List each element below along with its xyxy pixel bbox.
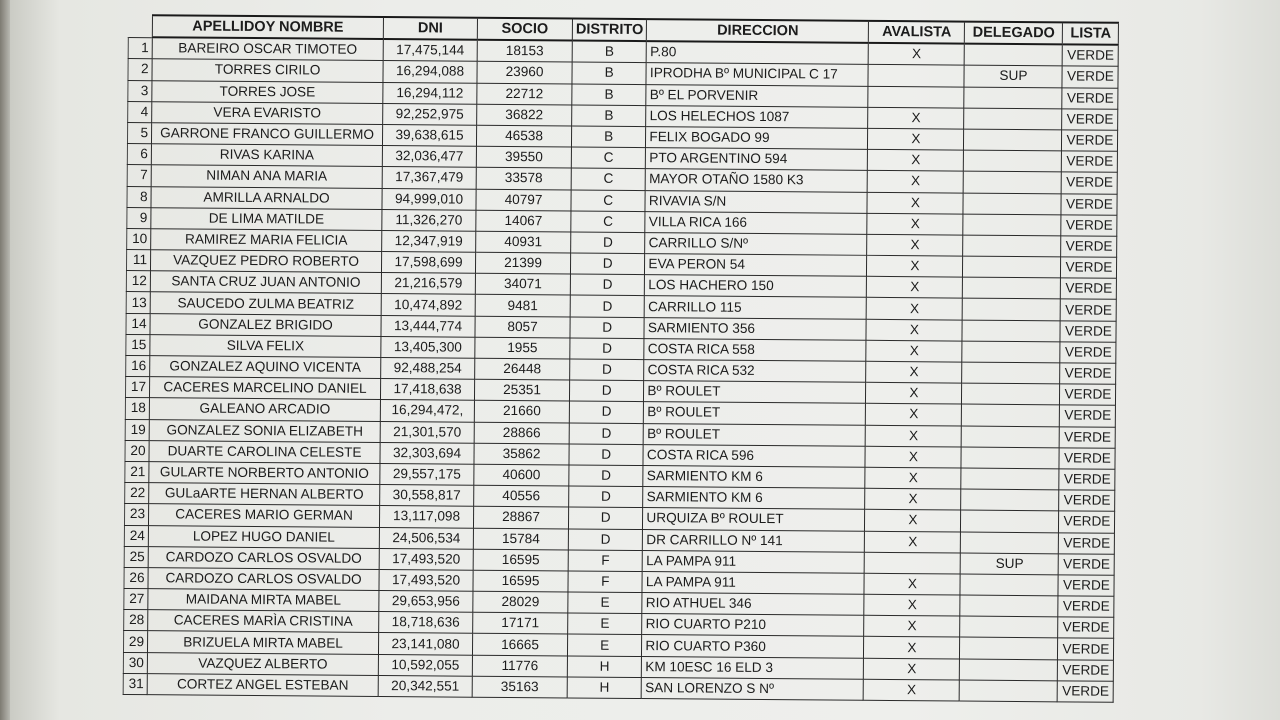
- member-direccion: Bº ROULET: [644, 381, 866, 404]
- row-number: 27: [124, 589, 148, 610]
- member-name: RAMIREZ MARIA FELICIA: [151, 229, 382, 252]
- member-avalista: X: [868, 149, 964, 171]
- member-lista: VERDE: [1062, 87, 1118, 109]
- member-lista: VERDE: [1060, 426, 1116, 448]
- member-dni: 13,444,774: [381, 315, 475, 337]
- member-name: CACERES MARÌA CRISTINA: [148, 610, 379, 633]
- member-dni: 20,342,551: [378, 675, 472, 697]
- header-lista: LISTA: [1063, 22, 1119, 45]
- member-distrito: E: [568, 613, 643, 635]
- member-dni: 10,592,055: [378, 654, 472, 676]
- member-name: RIVAS KARINA: [151, 144, 382, 167]
- member-roster-table: [123, 14, 1120, 703]
- member-delegado: [961, 468, 1059, 490]
- member-avalista: X: [867, 234, 963, 256]
- member-direccion: P.80: [647, 41, 869, 64]
- member-avalista: X: [864, 594, 960, 616]
- member-distrito: D: [570, 338, 645, 360]
- member-dni: 16,294,472,: [380, 400, 474, 422]
- member-delegado: [960, 637, 1058, 659]
- row-number: 13: [126, 292, 150, 313]
- member-distrito: D: [568, 507, 643, 529]
- member-avalista: X: [866, 361, 962, 383]
- member-name: DE LIMA MATILDE: [151, 207, 382, 230]
- member-name: CACERES MARIO GERMAN: [148, 504, 379, 527]
- member-direccion: RIO ATHUEL 346: [642, 593, 864, 616]
- member-avalista: X: [866, 425, 962, 447]
- member-avalista: X: [864, 616, 960, 638]
- member-dni: 18,718,636: [379, 612, 473, 634]
- member-direccion: MAYOR OTAÑO 1580 K3: [646, 169, 868, 192]
- member-avalista: [868, 86, 964, 108]
- member-name: CACERES MARCELINO DANIEL: [149, 377, 380, 400]
- member-lista: VERDE: [1061, 257, 1117, 279]
- member-lista: VERDE: [1061, 278, 1117, 300]
- member-dni: 17,493,520: [379, 569, 473, 591]
- member-lista: VERDE: [1060, 384, 1116, 406]
- member-lista: VERDE: [1058, 596, 1114, 618]
- member-name: VERA EVARISTO: [152, 101, 383, 124]
- member-avalista: X: [865, 531, 961, 553]
- member-lista: VERDE: [1059, 448, 1115, 470]
- member-distrito: D: [570, 295, 645, 317]
- member-delegado: [961, 510, 1059, 532]
- member-name: TORRES CIRILO: [152, 59, 383, 82]
- member-avalista: X: [864, 658, 960, 680]
- member-delegado: [961, 447, 1059, 469]
- row-number: 7: [127, 165, 151, 186]
- member-socio: 40600: [474, 464, 569, 486]
- header-distrito: DISTRITO: [572, 18, 647, 41]
- member-avalista: X: [866, 340, 962, 362]
- member-avalista: [865, 552, 961, 574]
- member-dni: 92,252,975: [383, 103, 477, 125]
- member-name: GONZALEZ SONIA ELIZABETH: [149, 419, 380, 442]
- member-distrito: C: [571, 168, 646, 190]
- member-direccion: SAN LORENZO S Nº: [642, 677, 864, 700]
- member-name: BRIZUELA MIRTA MABEL: [147, 631, 378, 654]
- member-lista: VERDE: [1062, 109, 1118, 131]
- member-socio: 40797: [476, 189, 571, 211]
- member-dni: 16,294,088: [383, 61, 477, 83]
- member-direccion: Bº EL PORVENIR: [646, 84, 868, 107]
- member-socio: 11776: [472, 655, 567, 677]
- member-dni: 30,558,817: [380, 485, 474, 507]
- header-direccion: DIRECCION: [647, 19, 869, 43]
- member-lista: VERDE: [1062, 151, 1118, 173]
- member-avalista: X: [867, 213, 963, 235]
- row-number: 16: [126, 355, 150, 376]
- member-delegado: [962, 383, 1060, 405]
- member-name: SANTA CRUZ JUAN ANTONIO: [150, 271, 381, 294]
- row-number: 29: [123, 631, 147, 652]
- member-dni: 94,999,010: [382, 188, 476, 210]
- row-number: 28: [124, 610, 148, 631]
- member-name: GULaARTE HERNAN ALBERTO: [149, 483, 380, 506]
- roster-body: [123, 37, 1119, 702]
- member-socio: 35862: [474, 443, 569, 465]
- row-number: 31: [123, 673, 147, 694]
- member-lista: VERDE: [1060, 405, 1116, 427]
- member-direccion: EVA PERON 54: [645, 254, 867, 277]
- row-number: 19: [125, 419, 149, 440]
- member-name: CARDOZO CARLOS OSVALDO: [148, 568, 379, 591]
- member-lista: VERDE: [1058, 638, 1114, 660]
- member-delegado: [962, 426, 1060, 448]
- member-dni: 32,036,477: [382, 146, 476, 168]
- row-number: 5: [127, 122, 151, 143]
- member-socio: 40556: [474, 485, 569, 507]
- member-direccion: FELIX BOGADO 99: [646, 127, 868, 150]
- member-distrito: D: [571, 232, 646, 254]
- member-socio: 16665: [472, 634, 567, 656]
- member-socio: 36822: [477, 104, 572, 126]
- member-direccion: DR CARRILLO Nº 141: [643, 529, 865, 552]
- row-number: 26: [124, 567, 148, 588]
- row-number: 9: [127, 207, 151, 228]
- member-name: AMRILLA ARNALDO: [151, 186, 382, 209]
- member-delegado: [961, 489, 1059, 511]
- member-socio: 15784: [473, 528, 568, 550]
- member-socio: 18153: [477, 40, 572, 62]
- member-delegado: [963, 277, 1061, 299]
- member-dni: 13,405,300: [381, 336, 475, 358]
- member-distrito: B: [571, 126, 646, 148]
- member-direccion: LA PAMPA 911: [643, 550, 865, 573]
- member-dni: 39,638,615: [382, 124, 476, 146]
- row-number: 3: [128, 80, 152, 101]
- member-avalista: X: [866, 404, 962, 426]
- member-delegado: [962, 320, 1060, 342]
- member-distrito: B: [572, 41, 647, 63]
- member-avalista: X: [868, 128, 964, 150]
- member-name: DUARTE CAROLINA CELESTE: [149, 440, 380, 463]
- member-lista: VERDE: [1058, 575, 1114, 597]
- member-lista: VERDE: [1060, 320, 1116, 342]
- member-distrito: D: [569, 486, 644, 508]
- member-avalista: X: [864, 679, 960, 701]
- member-distrito: D: [570, 317, 645, 339]
- member-name: VAZQUEZ ALBERTO: [147, 652, 378, 675]
- member-direccion: LOS HACHERO 150: [645, 275, 867, 298]
- row-number: 17: [125, 377, 149, 398]
- member-socio: 26448: [475, 358, 570, 380]
- member-lista: VERDE: [1060, 342, 1116, 364]
- member-lista: VERDE: [1061, 236, 1117, 258]
- member-distrito: E: [568, 592, 643, 614]
- member-distrito: C: [571, 189, 646, 211]
- member-name: GONZALEZ AQUINO VICENTA: [150, 356, 381, 379]
- member-lista: VERDE: [1062, 130, 1118, 152]
- member-dni: 29,653,956: [379, 591, 473, 613]
- member-delegado: [964, 129, 1062, 151]
- member-dni: 24,506,534: [379, 527, 473, 549]
- member-direccion: PTO ARGENTINO 594: [646, 148, 868, 171]
- member-socio: 28867: [473, 507, 568, 529]
- row-number: 6: [127, 144, 151, 165]
- member-avalista: X: [868, 107, 964, 129]
- member-delegado: [960, 574, 1058, 596]
- member-distrito: H: [567, 677, 642, 699]
- member-delegado: [961, 532, 1059, 554]
- member-lista: VERDE: [1061, 193, 1117, 215]
- row-number: 20: [125, 440, 149, 461]
- member-dni: 17,475,144: [383, 39, 477, 61]
- member-delegado: [960, 680, 1058, 702]
- member-name: NIMAN ANA MARIA: [151, 165, 382, 188]
- header-socio: SOCIO: [477, 18, 572, 41]
- member-delegado: [960, 616, 1058, 638]
- member-socio: 25351: [474, 379, 569, 401]
- member-delegado: [965, 44, 1063, 66]
- row-number: 24: [124, 525, 148, 546]
- member-socio: 33578: [476, 168, 571, 190]
- header-avalista: AVALISTA: [869, 21, 965, 44]
- member-direccion: SARMIENTO KM 6: [643, 465, 865, 488]
- row-number: 30: [123, 652, 147, 673]
- member-direccion: COSTA RICA 596: [643, 444, 865, 467]
- header-name: APELLIDOY NOMBRE: [152, 15, 383, 39]
- member-name: BAREIRO OSCAR TIMOTEO: [152, 37, 383, 61]
- member-direccion: RIVAVIA S/N: [645, 190, 867, 213]
- member-delegado: SUP: [961, 553, 1059, 575]
- member-socio: 21660: [474, 401, 569, 423]
- row-number: 23: [124, 504, 148, 525]
- member-name: MAIDANA MIRTA MABEL: [148, 589, 379, 612]
- member-delegado: [962, 404, 1060, 426]
- member-name: VAZQUEZ PEDRO ROBERTO: [150, 250, 381, 273]
- member-lista: VERDE: [1059, 490, 1115, 512]
- member-distrito: D: [569, 465, 644, 487]
- member-dni: 13,117,098: [379, 506, 473, 528]
- row-number: 12: [126, 271, 150, 292]
- member-delegado: [964, 150, 1062, 172]
- member-distrito: D: [570, 359, 645, 381]
- member-socio: 35163: [472, 676, 567, 698]
- member-dni: 11,326,270: [382, 209, 476, 231]
- member-direccion: SARMIENTO 356: [644, 317, 866, 340]
- member-direccion: COSTA RICA 532: [644, 360, 866, 383]
- member-direccion: IPRODHA Bº MUNICIPAL C 17: [646, 63, 868, 86]
- member-direccion: RIO CUARTO P360: [642, 635, 864, 658]
- member-delegado: [963, 193, 1061, 215]
- member-avalista: X: [869, 43, 965, 65]
- member-avalista: X: [864, 637, 960, 659]
- row-number: 15: [126, 334, 150, 355]
- member-delegado: [962, 362, 1060, 384]
- row-number: 25: [124, 546, 148, 567]
- row-number: 10: [127, 228, 151, 249]
- member-delegado: [963, 214, 1061, 236]
- member-delegado: [964, 108, 1062, 130]
- member-dni: 92,488,254: [381, 357, 475, 379]
- member-avalista: X: [867, 277, 963, 299]
- member-delegado: [963, 299, 1061, 321]
- member-distrito: F: [568, 550, 643, 572]
- member-avalista: X: [865, 510, 961, 532]
- member-name: GARRONE FRANCO GUILLERMO: [151, 123, 382, 146]
- member-dni: 17,493,520: [379, 548, 473, 570]
- member-avalista: X: [867, 192, 963, 214]
- member-dni: 21,216,579: [381, 273, 475, 295]
- member-name: GALEANO ARCADIO: [149, 398, 380, 421]
- member-direccion: SARMIENTO KM 6: [643, 487, 865, 510]
- row-number: 22: [125, 483, 149, 504]
- member-direccion: Bº ROULET: [644, 423, 866, 446]
- member-socio: 22712: [477, 83, 572, 105]
- member-socio: 8057: [475, 316, 570, 338]
- member-name: SAUCEDO ZULMA BEATRIZ: [150, 292, 381, 315]
- member-dni: 17,418,638: [380, 379, 474, 401]
- member-avalista: X: [867, 298, 963, 320]
- member-distrito: C: [571, 147, 646, 169]
- member-name: LOPEZ HUGO DANIEL: [148, 525, 379, 548]
- member-lista: VERDE: [1059, 532, 1115, 554]
- member-socio: 40931: [476, 231, 571, 253]
- member-lista: VERDE: [1058, 617, 1114, 639]
- member-dni: 12,347,919: [382, 230, 476, 252]
- member-name: CORTEZ ANGEL ESTEBAN: [147, 673, 378, 696]
- member-socio: 16595: [473, 549, 568, 571]
- member-delegado: [964, 171, 1062, 193]
- member-direccion: RIO CUARTO P210: [642, 614, 864, 637]
- row-number: 8: [127, 186, 151, 207]
- member-direccion: CARRILLO 115: [645, 296, 867, 319]
- member-avalista: X: [866, 382, 962, 404]
- member-name: CARDOZO CARLOS OSVALDO: [148, 546, 379, 569]
- member-direccion: CARRILLO S/Nº: [645, 232, 867, 255]
- member-delegado: [963, 256, 1061, 278]
- member-lista: VERDE: [1058, 659, 1114, 681]
- row-number-header: [128, 15, 152, 37]
- member-avalista: X: [865, 446, 961, 468]
- member-delegado: [964, 87, 1062, 109]
- member-dni: 16,294,112: [383, 82, 477, 104]
- member-name: TORRES JOSE: [152, 80, 383, 103]
- member-avalista: X: [867, 255, 963, 277]
- member-distrito: D: [570, 274, 645, 296]
- member-lista: VERDE: [1058, 681, 1114, 703]
- member-avalista: X: [866, 319, 962, 341]
- member-lista: VERDE: [1061, 299, 1117, 321]
- member-direccion: KM 10ESC 16 ELD 3: [642, 656, 864, 679]
- member-socio: 14067: [476, 210, 571, 232]
- member-lista: VERDE: [1062, 172, 1118, 194]
- member-socio: 16595: [473, 570, 568, 592]
- member-avalista: X: [865, 488, 961, 510]
- member-dni: 23,141,080: [378, 633, 472, 655]
- member-direccion: Bº ROULET: [644, 402, 866, 425]
- member-dni: 17,598,699: [381, 252, 475, 274]
- header-delegado: DELEGADO: [965, 22, 1063, 45]
- member-dni: 32,303,694: [380, 442, 474, 464]
- member-distrito: B: [572, 105, 647, 127]
- paper-edge-shadow: [0, 0, 10, 720]
- member-distrito: F: [568, 571, 643, 593]
- member-socio: 28029: [473, 591, 568, 613]
- row-number: 21: [125, 461, 149, 482]
- member-distrito: H: [567, 656, 642, 678]
- member-distrito: D: [569, 423, 644, 445]
- member-socio: 17171: [473, 612, 568, 634]
- member-lista: VERDE: [1059, 511, 1115, 533]
- member-lista: VERDE: [1063, 45, 1119, 67]
- member-name: SILVA FELIX: [150, 334, 381, 357]
- member-socio: 28866: [474, 422, 569, 444]
- member-avalista: X: [868, 171, 964, 193]
- member-distrito: E: [567, 634, 642, 656]
- member-avalista: X: [864, 573, 960, 595]
- row-number: 4: [128, 101, 152, 122]
- row-number: 18: [125, 398, 149, 419]
- member-avalista: [868, 65, 964, 87]
- member-delegado: [960, 659, 1058, 681]
- member-dni: 17,367,479: [382, 167, 476, 189]
- printed-sheet: [123, 14, 1138, 703]
- member-direccion: URQUIZA Bº ROULET: [643, 508, 865, 531]
- member-distrito: D: [568, 528, 643, 550]
- member-distrito: D: [569, 444, 644, 466]
- row-number: 2: [128, 59, 152, 80]
- member-avalista: X: [865, 467, 961, 489]
- member-lista: VERDE: [1061, 215, 1117, 237]
- header-dni: DNI: [383, 17, 477, 40]
- member-lista: VERDE: [1060, 363, 1116, 385]
- member-socio: 21399: [475, 252, 570, 274]
- member-delegado: [960, 595, 1058, 617]
- member-socio: 23960: [477, 62, 572, 84]
- member-direccion: VILLA RICA 166: [645, 211, 867, 234]
- member-name: GULARTE NORBERTO ANTONIO: [149, 462, 380, 485]
- member-distrito: D: [570, 253, 645, 275]
- member-lista: VERDE: [1059, 554, 1115, 576]
- member-delegado: [963, 235, 1061, 257]
- member-socio: 39550: [476, 146, 571, 168]
- member-distrito: C: [571, 211, 646, 233]
- row-number: 14: [126, 313, 150, 334]
- member-delegado: [962, 341, 1060, 363]
- member-socio: 9481: [475, 295, 570, 317]
- member-distrito: B: [572, 84, 647, 106]
- member-lista: VERDE: [1059, 469, 1115, 491]
- member-socio: 34071: [475, 273, 570, 295]
- member-dni: 10,474,892: [381, 294, 475, 316]
- member-direccion: LOS HELECHOS 1087: [646, 105, 868, 128]
- member-name: GONZALEZ BRIGIDO: [150, 313, 381, 336]
- member-socio: 1955: [475, 337, 570, 359]
- row-number: 11: [126, 250, 150, 271]
- member-distrito: D: [569, 380, 644, 402]
- member-dni: 29,557,175: [380, 463, 474, 485]
- member-socio: 46538: [476, 125, 571, 147]
- member-direccion: LA PAMPA 911: [642, 571, 864, 594]
- member-delegado: SUP: [964, 65, 1062, 87]
- member-dni: 21,301,570: [380, 421, 474, 443]
- member-distrito: D: [569, 401, 644, 423]
- row-number: 1: [128, 37, 152, 59]
- member-direccion: COSTA RICA 558: [644, 338, 866, 361]
- member-lista: VERDE: [1062, 66, 1118, 88]
- member-distrito: B: [572, 62, 647, 84]
